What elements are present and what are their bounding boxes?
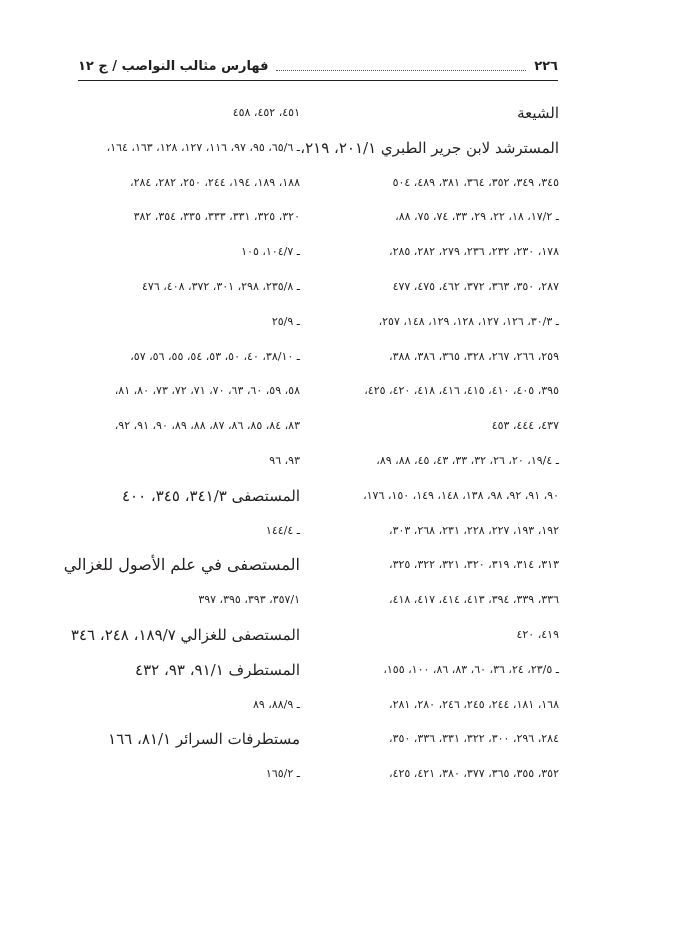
index-entry-line: ٣٣٦، ٣٣٩، ٣٩٤، ٤١٣، ٤١٤، ٤١٧، ٤١٨، [389,593,559,607]
index-entry-heading: المستصفى ٣٤١/٣، ٣٤٥، ٤٠٠ [121,486,300,505]
header-dotted-leader [276,70,526,71]
page-header [78,54,558,78]
index-entry-heading: المسترشد لابن جرير الطبري ٢٠١/١، ٢١٩، [300,138,559,157]
index-column-left [60,96,300,792]
index-entry-line: ٤٥١، ٤٥٢، ٤٥٨ [232,106,300,119]
index-entry-line: ٥٨، ٥٩، ٦٠، ٦٣، ٧٠، ٧١، ٧٢، ٧٣، ٨٠، ٨١، [114,384,300,398]
index-entry-line: ١٩٢، ١٩٣، ٢٢٧، ٢٢٨، ٢٣١، ٢٦٨، ٣٠٣، [389,523,559,537]
index-entry-line: ١٦٨، ١٨١، ٢٤٤، ٢٤٥، ٢٤٦، ٢٨٠، ٢٨١، [389,697,559,711]
index-entry-line: ٢٨٤، ٢٩٦، ٣٠٠، ٣٢٢، ٣٣١، ٣٣٦، ٣٥٠، [389,732,559,746]
index-entry-line: ـ ٢٣٥/٨، ٢٩٨، ٣٠١، ٣٧٢، ٤٠٨، ٤٧٦ [142,279,300,293]
index-entry-line: ـ ٣٨/١٠، ٤٠، ٥٠، ٥٣، ٥٤، ٥٥، ٥٦، ٥٧، [130,349,300,363]
index-entry-line: ٩٣، ٩٦ [269,453,300,467]
index-entry-line: ٤٣٧، ٤٤٤، ٤٥٣ [491,419,559,433]
header-rule [78,80,558,81]
index-entry-line: ٣٥٢، ٣٥٥، ٣٦٥، ٣٧٧، ٣٨٠، ٤٢١، ٤٢٥، [389,767,559,781]
index-entry-line: ٣٩٥، ٤٠٥، ٤١٠، ٤١٥، ٤١٦، ٤١٨، ٤٢٠، ٤٢٥، [364,384,559,398]
index-entry-line: ٣١٣، ٣١٤، ٣١٩، ٣٢٠، ٣٢١، ٣٢٢، ٣٢٥، [389,558,559,572]
index-entry-line: ٨٣، ٨٤، ٨٥، ٨٦، ٨٧، ٨٨، ٨٩، ٩٠، ٩١، ٩٢، [114,419,300,433]
index-entry-line: ٣٢٠، ٣٢٥، ٣٣١، ٣٣٣، ٣٣٥، ٣٥٤، ٣٨٢ [133,210,300,224]
index-entry-heading: المستصفى للغزالي ١٨٩/٧، ٢٤٨، ٣٤٦ [70,625,300,644]
index-entry-line: ٢٥٩، ٢٦٦، ٢٦٧، ٣٢٨، ٣٦٥، ٣٨٦، ٣٨٨، [389,349,559,363]
index-entry-line: ـ ١٤٤/٤ [265,523,300,537]
index-entry-line: ٣٤٥، ٣٤٩، ٣٥٢، ٣٦٤، ٣٨١، ٤٨٩، ٥٠٤ [392,175,559,189]
index-entry-line: ٢٨٧، ٣٥٠، ٣٦٣، ٣٧٢، ٤٦٢، ٤٧٥، ٤٧٧ [392,279,559,293]
index-entry-line: ـ ٨٨/٩، ٨٩ [252,697,300,711]
page-number: ٢٢٦ [534,58,558,74]
index-entry-line: ـ ٢٥/٩ [271,314,300,328]
index-column-right [300,96,559,792]
index-entry-line: ـ ٢٣/٥، ٢٤، ٣٦، ٦٠، ٨٣، ٨٦، ١٠٠، ١٥٥، [383,662,559,676]
index-entry-heading: المستطرف ٩١/١، ٩٣، ٤٣٢ [135,660,300,679]
running-title: فهارس مثالب النواصب / ج ١٢ [78,58,269,74]
index-entry-line: ١٨٨، ١٨٩، ١٩٤، ٢٤٤، ٢٥٠، ٢٨٢، ٢٨٤، [130,175,300,189]
index-entry-line: ٩٠، ٩١، ٩٢، ٩٨، ١٣٨، ١٤٨، ١٤٩، ١٥٠، ١٧٦، [363,488,559,502]
index-entry-line: ـ ١٧/٢، ١٨، ٢٢، ٢٩، ٣٣، ٧٤، ٧٥، ٨٨، [395,210,559,224]
index-entry-line: ـ ١٦٥/٢ [265,767,300,781]
index-entry-line: ١٧٨، ٢٣٠، ٢٣٢، ٢٣٦، ٢٧٩، ٢٨٢، ٢٨٥، [389,245,559,259]
index-entry-line: ـ ١٠٤/٧، ١٠٥ [241,245,300,259]
index-entry-line: ـ ٦٥/٦، ٩٥، ٩٧، ١١٦، ١٢٧، ١٢٨، ١٦٣، ١٦٤، [106,140,300,154]
index-entry-line: ـ ٣٠/٣، ١٢٦، ١٢٧، ١٢٨، ١٢٩، ١٤٨، ٢٥٧، [378,314,559,328]
index-entry-line: ٣٥٧/١، ٣٩٣، ٣٩٥، ٣٩٧ [198,593,300,607]
index-entry-heading: المستصفى في علم الأصول للغزالي [63,555,300,575]
index-entry-line: ٤١٩، ٤٢٠ [516,627,559,641]
index-entry-heading: الشيعة [517,104,559,122]
index-entry-heading: مستطرفات السرائر ٨١/١، ١٦٦ [108,730,300,749]
index-entry-line: ـ ١٩/٤، ٢٠، ٢٦، ٣٢، ٣٣، ٤٣، ٤٥، ٨٨، ٨٩، [376,453,559,467]
